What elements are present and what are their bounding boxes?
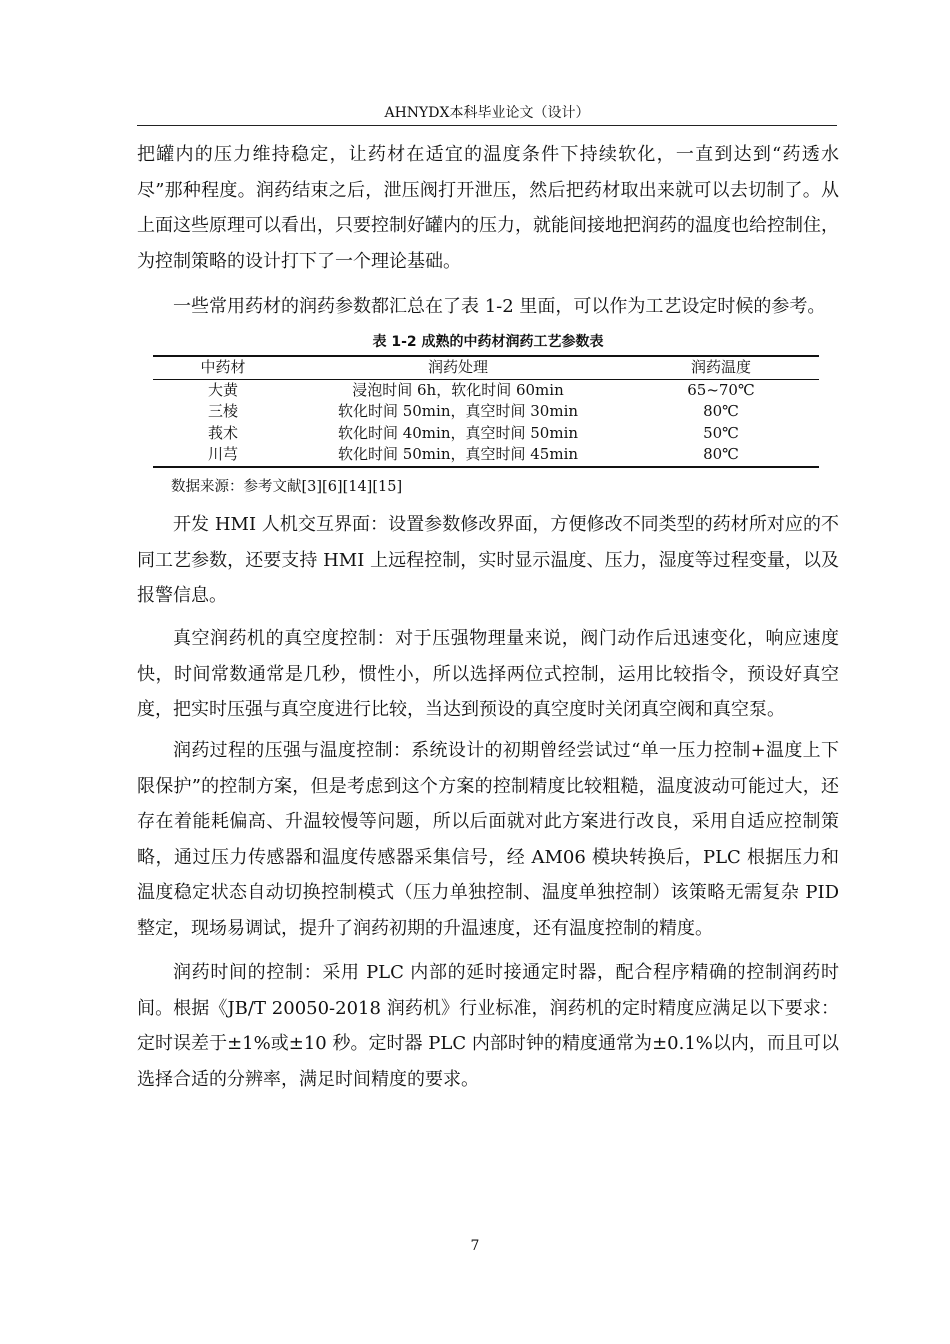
herb-parameter-table	[153, 355, 819, 468]
table-cell: 浸泡时间 6h，软化时间 60min	[352, 380, 564, 399]
table-caption: 表 1-2 成熟的中药材润药工艺参数表	[372, 334, 604, 350]
running-header: AHNYDX本科毕业论文（设计）	[384, 105, 590, 121]
table-row	[153, 401, 819, 423]
table-header-row	[153, 356, 819, 379]
paragraph-pressure-temperature-control: 润药过程的压强与温度控制：系统设计的初期曾经尝试过“单一压力控制+温度上下限保护”的控制方案，但是考虑到这个方案的控制精度比较粗糙，温度波动可能过大，还存在着能耗偏高、升温较慢等问题，所以后面就对此方案进行改良，采用自适应控制策略，通过压力传感器和温度传感器采集信号，经 AM06 模块转换后，PLC 根据压力和温度稳定状态自动切换控制模式（压力单独控制、温度单独控制）该策略无需复杂 PID 整定，现场易调试，提升了润药初期的升温速度，还有温度控制的精度。	[137, 740, 839, 939]
column-header-herb: 中药材	[200, 358, 246, 376]
table-row	[153, 444, 819, 467]
table-cell: 大黄	[207, 380, 238, 399]
table-cell: 50℃	[703, 423, 739, 442]
table-cell: 软化时间 50min，真空时间 45min	[337, 445, 579, 463]
table-row	[153, 379, 819, 401]
paragraph-hmi: 开发 HMI 人机交互界面：设置参数修改界面，方便修改不同类型的药材所对应的不同工艺参数，还要支持 HMI 上远程控制，实时显示温度、压力，湿度等过程变量，以及报警信息。	[137, 514, 839, 606]
table-row	[153, 423, 819, 445]
paragraph-vacuum-control: 真空润药机的真空度控制：对于压强物理量来说，阀门动作后迅速变化，响应速度快，时间常数通常是几秒，惯性小，所以选择两位式控制，运用比较指令，预设好真空度，把实时压强与真空度进行比较，当达到预设的真空度时关闭真空阀和真空泵。	[137, 628, 839, 720]
column-header-treatment: 润药处理	[427, 358, 488, 376]
table-cell: 莪术	[207, 423, 238, 442]
table-cell: 软化时间 50min，真空时间 30min	[337, 402, 579, 420]
table-cell: 三棱	[207, 402, 238, 420]
paragraph-time-control: 润药时间的控制：采用 PLC 内部的延时接通定时器，配合程序精确的控制润药时间。根据《JB/T 20050-2018 润药机》行业标准，润药机的定时精度应满足以下要求：定时误差于±1%或±10 秒。定时器 PLC 内部时钟的精度通常为±0.1%以内，而且可以选择合适的分辨率，满足时间精度的要求。	[137, 962, 839, 1090]
page-number: 7	[470, 1238, 480, 1254]
table-cell: 80℃	[703, 402, 739, 420]
paragraph-table-intro: 一些常用药材的润药参数都汇总在了表 1-2 里面，可以作为工艺设定时候的参考。	[173, 296, 826, 317]
table-source-note: 数据来源：参考文献[3][6][14][15]	[171, 479, 403, 495]
header-rule	[137, 125, 837, 126]
paragraph-pressure-principle: 把罐内的压力维持稳定，让药材在适宜的温度条件下持续软化，一直到达到“药透水尽”那种程度。润药结束之后，泄压阀打开泄压，然后把药材取出来就可以去切制了。从上面这些原理可以看出，只要控制好罐内的压力，就能间接地把润药的温度也给控制住，为控制策略的设计打下了一个理论基础。	[137, 144, 839, 272]
table-cell: 65~70℃	[687, 380, 755, 399]
column-header-temperature: 润药温度	[690, 358, 751, 376]
table-cell: 80℃	[703, 445, 739, 463]
table-cell: 川芎	[207, 445, 238, 463]
table-cell: 软化时间 40min，真空时间 50min	[337, 423, 579, 442]
